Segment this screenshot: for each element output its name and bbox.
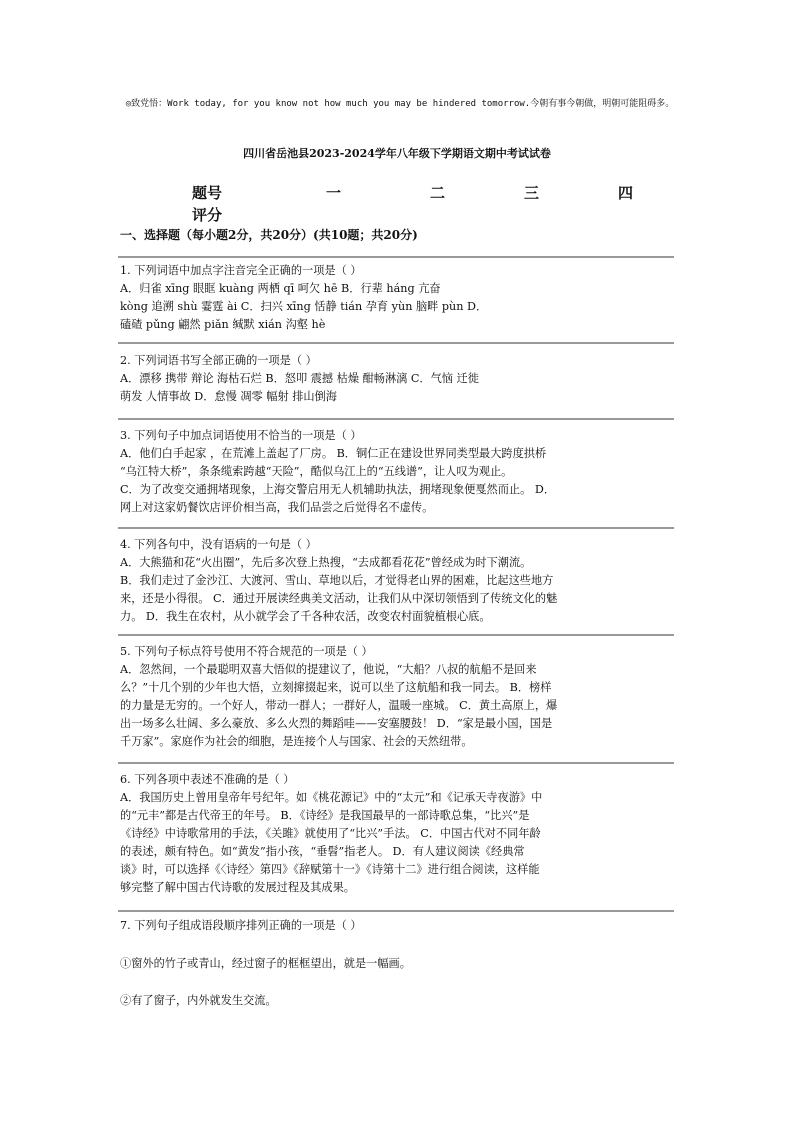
question-line: 《诗经》中诗歌常用的手法，《关雎》就使用了“比兴”手法。 C．中国古代对不同年龄 — [120, 827, 541, 840]
question-6 — [120, 771, 676, 897]
question-7-sentence-2: ②有了窗子，内外就发生交流。 — [120, 994, 277, 1007]
question-stem: 6. 下列各项中表述不准确的是（ ） — [120, 773, 295, 786]
question-line: 的表述，颇有特色。如“黄发”指小孩，“垂髫”指老人。 D．有人建议阅读《经典常 — [120, 845, 525, 858]
question-line: C．为了改变交通拥堵现象，上海交警启用无人机辅助执法，拥堵现象便戛然而止。 D． — [120, 483, 556, 496]
motto: ◎致党悟：Work today, for you know not how much you may be hindered tomorrow.今朝有事今朝做，明朝可能阻碍多。 — [125, 99, 675, 109]
question-line: 萌发 人情事故 D．怠慢 凋零 幅射 排山倒海 — [120, 390, 337, 403]
question-line: 磕碴 pǔng 翩然 piǎn 缄默 xián 沟壑 hè — [120, 318, 326, 331]
score-col-1: 一 — [326, 184, 342, 202]
question-5 — [120, 643, 676, 751]
question-line: B．我们走过了金沙江、大渡河、雪山、草地以后，才觉得老山界的困难，比起这些地方 — [120, 574, 554, 587]
question-line: 谈》时，可以选择《〈诗经〉第四》《辞赋第十一》《诗第十二》进行组合阅读，这样能 — [120, 863, 540, 876]
question-stem: 3. 下列句子中加点词语使用不恰当的一项是（ ） — [120, 429, 362, 442]
question-stem: 1. 下列词语中加点字注音完全正确的一项是（ ） — [120, 264, 362, 277]
question-line: A．大熊猫和花“火出圈”，先后多次登上热搜，“去成都看花花”曾经成为时下潮流。 — [120, 556, 532, 569]
section-heading: 一、选择题（每小题2分，共20分）(共10题；共20分) — [120, 228, 418, 242]
question-4 — [120, 536, 676, 626]
divider — [118, 527, 674, 529]
exam-title: 四川省岳池县2023-2024学年八年级下学期语文期中考试试卷 — [243, 147, 551, 160]
divider — [118, 762, 674, 764]
score-value-label: 评分 — [192, 206, 223, 224]
score-header-label: 题号 — [192, 184, 223, 202]
question-line: “乌江特大桥”，条条缆索跨越“天险”，酷似乌江上的“五线谱”，让人叹为观止。 — [120, 465, 513, 478]
question-line: 的“元丰”都是古代帝王的年号。 B．《诗经》是我国最早的一部诗歌总集，“比兴”是 — [120, 809, 530, 822]
question-line: 出一场多么壮阔、多么豪放、多么火烈的舞蹈哇——安塞腰鼓！ D．“家是最小国，国是 — [120, 717, 553, 730]
question-line: kòng 追溯 shù 霎霆 ài C．扫兴 xīng 恬静 tián 孕育 yùn 脑畔 pùn D． — [120, 300, 488, 313]
score-col-3: 三 — [524, 184, 540, 202]
question-line: A．忽然间，一个最聪明双喜大悟似的提建议了，他说，“大船？八叔的航船不是回来 — [120, 663, 537, 676]
divider — [118, 342, 674, 344]
question-line: 的力量是无穷的。一个好人，带动一群人；一群好人，温暖一座城。 C．黄土高原上，爆 — [120, 699, 558, 712]
score-header-row — [192, 182, 652, 204]
question-line: A．我国历史上曾用皇帝年号纪年。如《桃花源记》中的“太元”和《记承天寺夜游》中 — [120, 791, 543, 804]
question-line: 么？”十几个别的少年也大悟，立刻撺掇起来，说可以坐了这航船和我一同去。 B．榜样 — [120, 681, 552, 694]
score-value-row — [192, 204, 652, 226]
question-line: A．他们白手起家 ，在荒滩上盖起了厂房。 B．铜仁正在建设世界同类型最大跨度拱桥 — [120, 447, 547, 460]
question-line: A．漂移 携带 辩论 海枯石烂 B．怒叩 震撼 枯燥 酣畅淋漓 C．气恼 迁徙 — [120, 372, 479, 385]
question-line: 够完整了解中国古代诗歌的发展过程及其成果。 — [120, 881, 355, 894]
question-line: 网上对这家奶餐饮店评价相当高，我们品尝之后觉得名不虚传。 — [120, 501, 434, 514]
question-line: 力。 D．我生在农村，从小就学会了千各种农活，改变农村面貌植根心底。 — [120, 610, 491, 623]
divider — [118, 634, 674, 636]
question-line: A．归雀 xīng 眼眶 kuàng 两栖 qī 呵欠 hē B．行辈 háng 亢奋 — [120, 282, 441, 295]
question-3 — [120, 427, 676, 517]
divider — [118, 418, 674, 420]
divider — [118, 256, 674, 258]
question-stem: 2. 下列词语书写全部正确的一项是（ ） — [120, 354, 317, 367]
score-col-2: 二 — [430, 184, 446, 202]
score-table — [192, 182, 652, 226]
divider — [118, 910, 674, 912]
score-col-4: 四 — [618, 184, 634, 202]
question-2 — [120, 352, 676, 406]
question-7-stem: 7. 下列句子组成语段顺序排列正确的一项是（ ） — [120, 919, 362, 932]
question-line: 千万家”。家庭作为社会的细胞，是连接个人与国家、社会的天然纽带。 — [120, 735, 473, 748]
question-1 — [120, 262, 676, 334]
question-7-sentence-1: ①窗外的竹子或青山，经过窗子的框框望出，就是一幅画。 — [120, 957, 411, 970]
question-line: 来，还是小得很。 C．通过开展读经典美文活动，让我们从中深切领悟到了传统文化的魅 — [120, 592, 558, 605]
question-stem: 5. 下列句子标点符号使用不符合规范的一项是（ ） — [120, 645, 373, 658]
question-stem: 4. 下列各句中，没有语病的一句是（ ） — [120, 538, 317, 551]
